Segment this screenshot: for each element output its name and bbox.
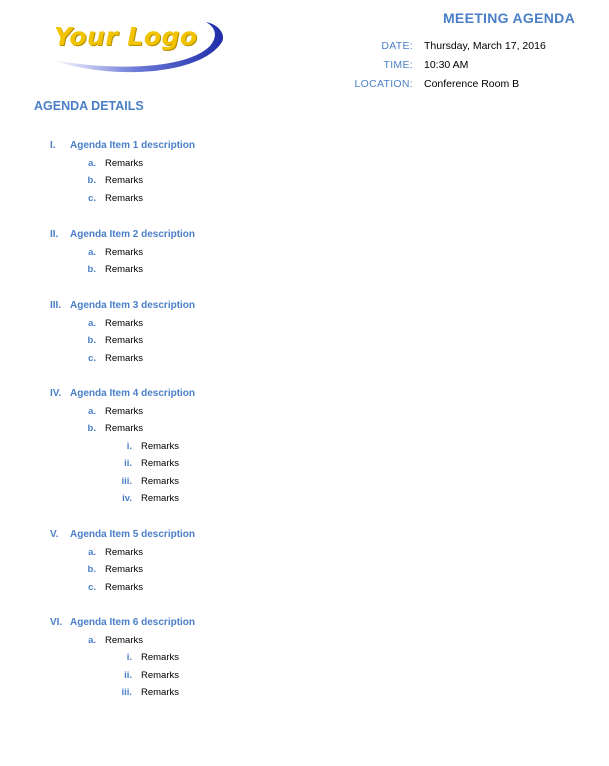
agenda-subitem — [80, 423, 143, 434]
agenda-subitem — [80, 193, 143, 204]
agenda-subitem — [80, 335, 143, 346]
agenda-subsubitem — [112, 652, 179, 663]
remark-text: Remarks — [141, 475, 180, 487]
agenda-subsubitem — [112, 493, 179, 504]
agenda-subsubitem — [112, 441, 179, 452]
remark-text: Remarks — [141, 687, 180, 699]
list-marker: a. — [88, 247, 96, 258]
agenda-item-heading — [50, 617, 195, 628]
agenda-item-number: V. — [50, 529, 59, 540]
date-row — [340, 36, 546, 55]
remark-text: Remarks — [105, 175, 144, 187]
agenda-item-number: VI. — [50, 617, 63, 628]
remark-text: Remarks — [105, 635, 144, 646]
location-value: Conference Room B — [424, 77, 520, 90]
agenda-item-title: Agenda Item 6 description — [70, 617, 196, 628]
remark-text: Remarks — [105, 547, 144, 558]
agenda-item-heading — [50, 529, 195, 540]
list-marker: b. — [87, 335, 96, 347]
agenda-subsubitem — [112, 476, 179, 487]
remark-text: Remarks — [105, 158, 144, 169]
list-marker: i. — [126, 652, 132, 664]
agenda-subsubitem — [112, 670, 179, 681]
list-marker: iii. — [121, 687, 132, 699]
list-marker: c. — [88, 192, 96, 204]
agenda-subitem — [80, 353, 143, 364]
agenda-item-heading — [50, 300, 195, 311]
remark-text: Remarks — [141, 493, 180, 504]
logo-text: Your Logo — [54, 22, 198, 51]
list-marker: a. — [88, 635, 96, 646]
list-marker: i. — [126, 440, 132, 452]
list-marker: iv. — [122, 493, 132, 504]
remark-text: Remarks — [141, 440, 180, 452]
list-marker: a. — [88, 406, 96, 417]
list-marker: ii. — [124, 669, 132, 681]
remark-text: Remarks — [141, 652, 180, 664]
agenda-subitem — [80, 635, 143, 646]
list-marker: b. — [87, 264, 96, 276]
agenda-subitem — [80, 158, 143, 169]
remark-text: Remarks — [105, 192, 144, 204]
company-logo — [50, 14, 230, 76]
list-marker: a. — [88, 547, 96, 558]
meeting-info — [340, 36, 546, 93]
agenda-item-number: I. — [50, 140, 56, 151]
agenda-subitem — [80, 406, 143, 417]
agenda-subsubitem — [112, 458, 179, 469]
remark-text: Remarks — [141, 669, 180, 681]
time-label: TIME: — [383, 58, 413, 71]
agenda-item-title: Agenda Item 4 description — [70, 388, 196, 399]
remark-text: Remarks — [105, 335, 144, 347]
list-marker: b. — [87, 175, 96, 187]
document-title: MEETING AGENDA — [442, 10, 575, 26]
agenda-item-number: III. — [50, 300, 62, 311]
agenda-item-title: Agenda Item 2 description — [70, 229, 196, 240]
remark-text: Remarks — [105, 352, 144, 364]
remark-text: Remarks — [105, 247, 144, 258]
agenda-subitem — [80, 175, 143, 186]
remark-text: Remarks — [141, 458, 180, 470]
agenda-item-number: IV. — [50, 388, 62, 399]
agenda-subitem — [80, 582, 143, 593]
agenda-item-title: Agenda Item 5 description — [70, 529, 196, 540]
list-marker: b. — [87, 564, 96, 576]
agenda-item-heading — [50, 140, 195, 151]
agenda-subsubitem — [112, 687, 179, 698]
agenda-item-title: Agenda Item 3 description — [70, 300, 196, 311]
agenda-item-title: Agenda Item 1 description — [70, 140, 196, 151]
agenda-subitem — [80, 547, 143, 558]
agenda-subitem — [80, 318, 143, 329]
remark-text: Remarks — [105, 264, 144, 276]
date-label: DATE: — [381, 39, 413, 52]
agenda-item-heading — [50, 388, 195, 399]
agenda-item-number: II. — [50, 229, 59, 240]
agenda-subitem — [80, 264, 143, 275]
list-marker: a. — [88, 318, 96, 329]
section-title: AGENDA DETAILS — [34, 99, 144, 113]
list-marker: a. — [88, 158, 96, 169]
agenda-item-heading — [50, 229, 195, 240]
time-row — [340, 55, 546, 74]
time-value: 10:30 AM — [424, 58, 469, 71]
location-row — [340, 74, 546, 93]
remark-text: Remarks — [105, 564, 144, 576]
remark-text: Remarks — [105, 423, 144, 435]
list-marker: b. — [87, 423, 96, 435]
remark-text: Remarks — [105, 406, 144, 417]
location-label: LOCATION: — [354, 77, 413, 90]
agenda-subitem — [80, 247, 143, 258]
list-marker: c. — [88, 352, 96, 364]
remark-text: Remarks — [105, 318, 144, 329]
list-marker: ii. — [124, 458, 132, 470]
date-value: Thursday, March 17, 2016 — [424, 39, 546, 52]
list-marker: iii. — [121, 475, 132, 487]
remark-text: Remarks — [105, 581, 144, 593]
agenda-subitem — [80, 564, 143, 575]
list-marker: c. — [88, 581, 96, 593]
